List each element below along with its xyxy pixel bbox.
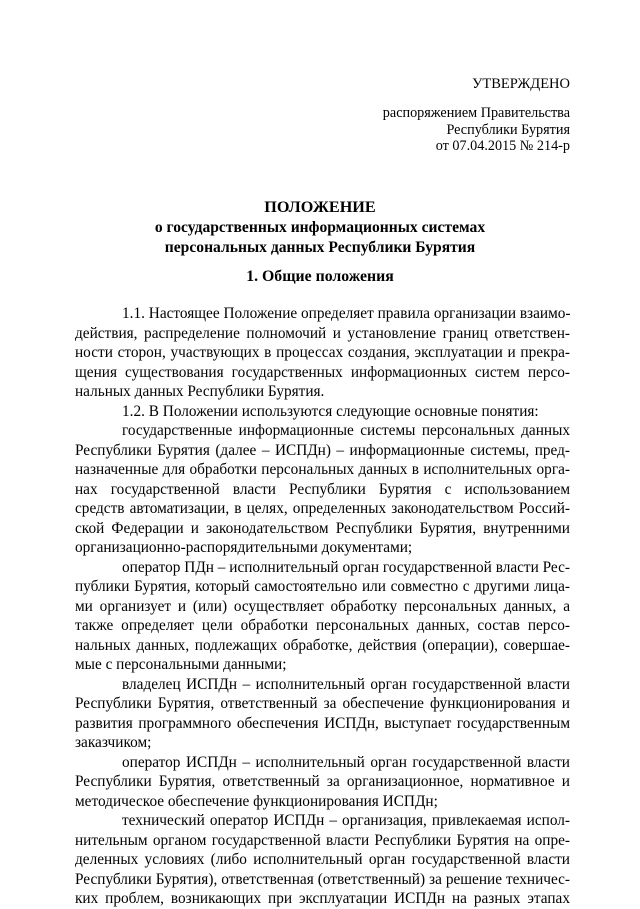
- subtitle-line: персональных данных Республики Бурятия: [164, 238, 476, 256]
- body-line: 1.1. Настоящее Положение определяет правила организации взаимо-: [122, 305, 571, 322]
- body-line: организационно-распорядительными документами;: [75, 539, 413, 556]
- body-line: также определяет цели обработки персональных данных, состав персо-: [75, 617, 570, 634]
- body-line: ской Федерации и законодательством Республики Бурятия, внутренними: [75, 519, 570, 537]
- body-line: оператор ИСПДн – исполнительный орган государственной власти: [122, 753, 570, 771]
- body-line: нах государственной власти Республики Бурятия с использованием: [75, 480, 570, 498]
- body-line: технический оператор ИСПДн – организация, привлекаемая испол-: [122, 812, 570, 829]
- body-line: оператор ПДн – исполнительный орган государственной власти Рес-: [122, 558, 570, 576]
- body-line: ности сторон, участвующих в процессах создания, эксплуатации и прекра-: [75, 344, 570, 361]
- body-line: средств автоматизации, в целях, определенных законодательством Россий-: [75, 500, 570, 517]
- body-line: государственные информационные системы персональных данных: [122, 422, 570, 439]
- body-line: Республики Бурятия), ответственная (ответственный) за решение техничес-: [75, 870, 570, 888]
- body-line: ми организует и (или) осуществляет обработку персональных данных, а: [75, 597, 570, 615]
- section-heading: 1. Общие положения: [246, 268, 394, 285]
- body-line: заказчиком;: [75, 734, 152, 751]
- body-line: нительным органом государственной власти Республики Бурятия на опре-: [75, 831, 570, 849]
- decree-reference: [383, 105, 570, 155]
- body-line: владелец ИСПДн – исполнительный орган государственной власти: [122, 675, 570, 693]
- subtitle-line: о государственных информационных системах: [154, 219, 486, 236]
- body-line: нальных данных Республики Бурятия.: [75, 383, 325, 400]
- decree-line: распоряжением Правительства: [382, 105, 570, 121]
- decree-line: от 07.04.2015 № 214-р: [435, 138, 570, 155]
- body-line: нальных данных, подлежащих обработке, действия (операции), совершае-: [75, 636, 570, 654]
- body-line: развития программного обеспечения ИСПДн, выступает государственным: [75, 714, 570, 732]
- body-line: Республики Бурятия (далее – ИСПДн) – информационные системы, пред-: [75, 441, 570, 459]
- document-title: ПОЛОЖЕНИЕ: [264, 198, 376, 216]
- body-line: назначенные для обработки персональных данных в исполнительных орга-: [75, 461, 570, 478]
- body-line: деленных условиях (либо исполнительный орган государственной власти: [75, 851, 570, 868]
- body-line: ких проблем, возникающих при эксплуатации ИСПДн на разных этапах: [75, 890, 570, 907]
- body-line: действия, распределение полномочий и установление границ ответствен-: [75, 324, 570, 342]
- body-line: публики Бурятия, который самостоятельно или совместно с другими лица-: [75, 578, 570, 595]
- body-line: 1.2. В Положении используются следующие основные понятия:: [122, 402, 539, 420]
- body-line: щения существования государственных информационных систем персо-: [75, 363, 570, 381]
- body-line: методическое обеспечение функционирования ИСПДн;: [75, 792, 438, 810]
- approval-stamp: УТВЕРЖДЕНО: [472, 76, 570, 92]
- document-subtitle: [0, 218, 640, 257]
- body-line: Республики Бурятия, ответственный за организационное, нормативное и: [75, 773, 570, 790]
- body-line: Республики Бурятия, ответственный за обеспечение функционирования и: [75, 695, 570, 712]
- decree-line: Республики Бурятия: [446, 121, 570, 138]
- body-line: мые с персональными данными;: [75, 656, 287, 673]
